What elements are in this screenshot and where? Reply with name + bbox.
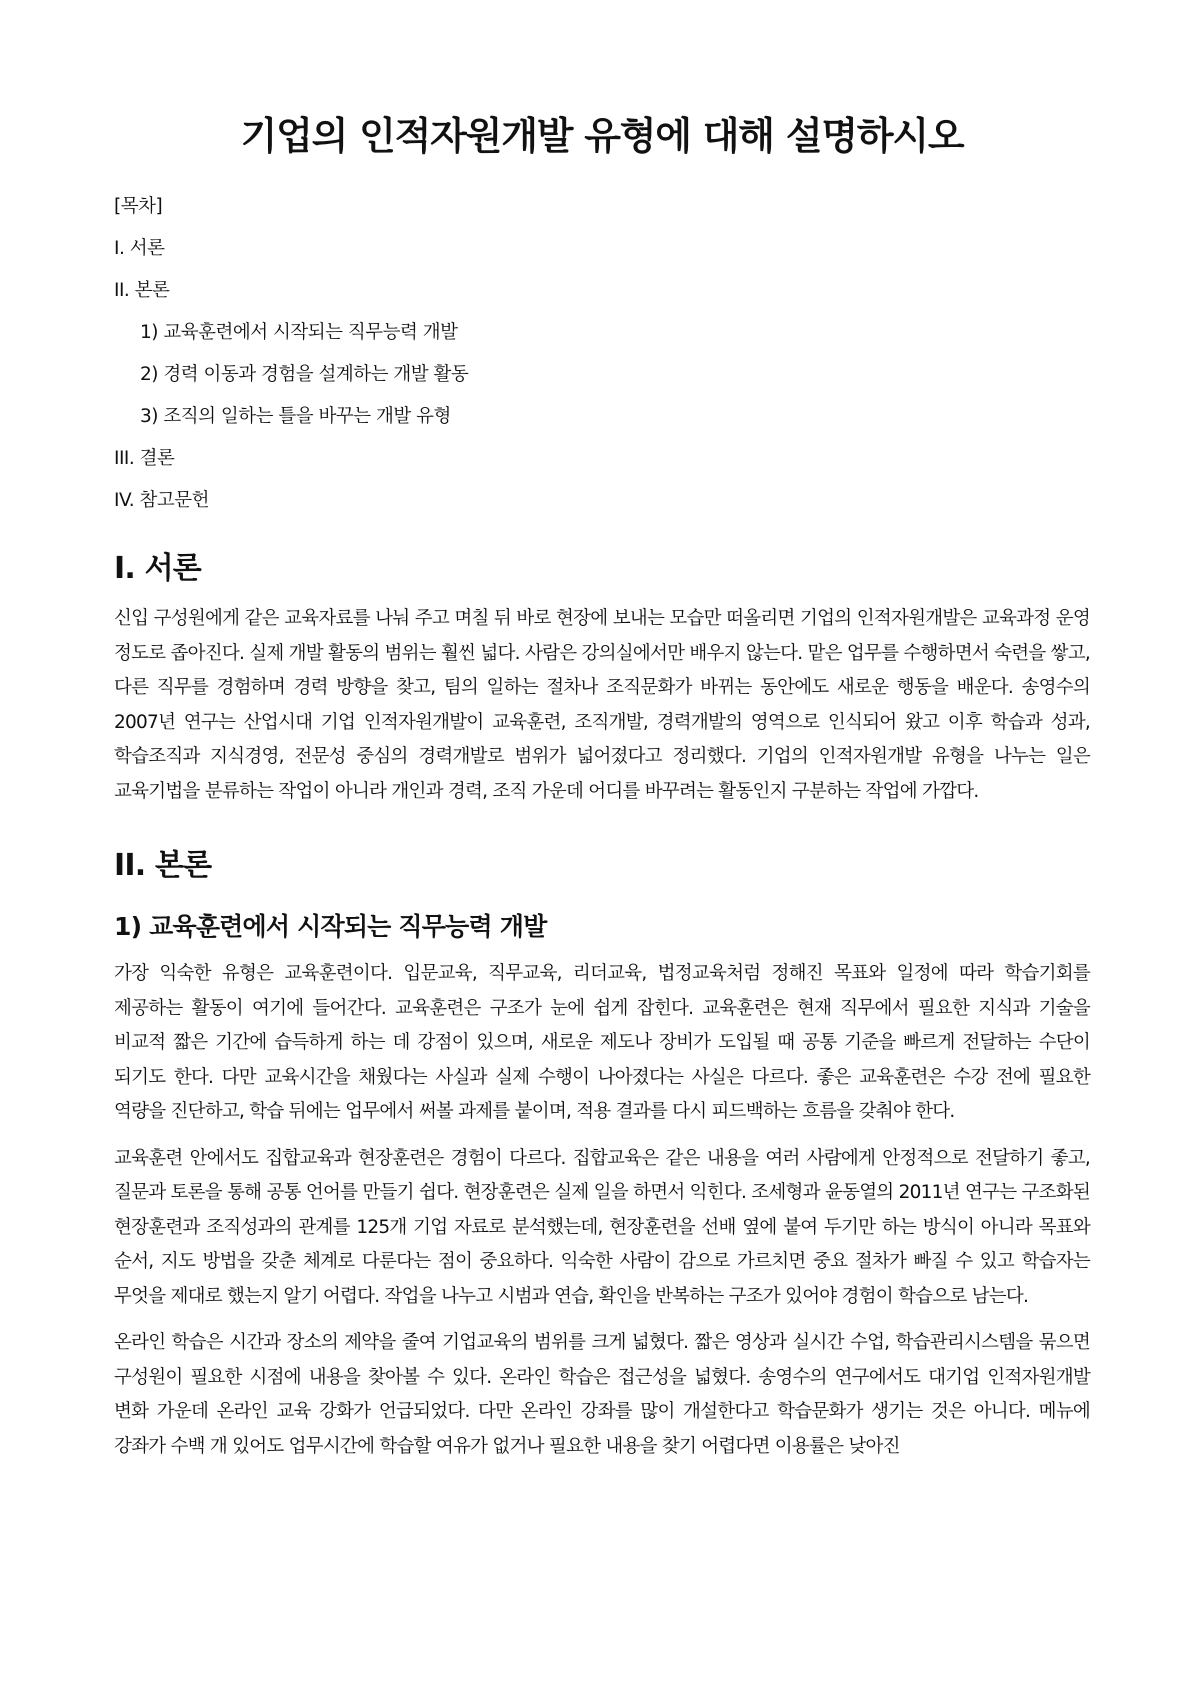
- toc-subitem: 3) 조직의 일하는 틀을 바꾸는 개발 유형: [140, 406, 451, 427]
- toc-item: II. 본론: [114, 280, 170, 301]
- toc-item: IV. 참고문헌: [114, 490, 209, 511]
- body-paragraph: 온라인 학습은 시간과 장소의 제약을 줄여 기업교육의 범위를 크게 넓혔다. 짧은 영상과 실시간 수업, 학습관리시스템을 묶으면 구성원이 필요한 시점에 내용을 찾아볼 수 있다. 온라인 학습은 접근성을 넓혔다. 송영수의 연구에서도 대기업 인적자원개발 변화 가운데 온라인 교육 강화가 언급되었다. 다만 온라인 강좌를 많이 개설한다고 학습문화가 생기는 것은 아니다. 메뉴에 강좌가 수백 개 있어도 업무시간에 학습할 여유가 없거나 필요한 내용을 찾기 어렵다면 이용률은 낮아진: [114, 1332, 1090, 1457]
- toc-item: III. 결론: [114, 448, 175, 469]
- toc-heading: [목차]: [114, 196, 163, 217]
- toc-item: I. 서론: [114, 238, 165, 259]
- body-paragraph: 가장 익숙한 유형은 교육훈련이다. 입문교육, 직무교육, 리더교육, 법정교육처럼 정해진 목표와 일정에 따라 학습기회를 제공하는 활동이 여기에 들어간다. 교육훈련은 구조가 눈에 쉽게 잡힌다. 교육훈련은 현재 직무에서 필요한 지식과 기술을 비교적 짧은 기간에 습득하게 하는 데 강점이 있으며, 새로운 제도나 장비가 도입될 때 공통 기준을 빠르게 전달하는 수단이 되기도 한다. 다만 교육시간을 채웠다는 사실과 실제 수행이 나아졌다는 사실은 다르다. 좋은 교육훈련은 수강 전에 필요한 역량을 진단하고, 학습 뒤에는 업무에서 써볼 과제를 붙이며, 적용 결과를 다시 피드백하는 흐름을 갖춰야 한다.: [114, 963, 1090, 1122]
- toc-subitem: 2) 경력 이동과 경험을 설계하는 개발 활동: [140, 364, 469, 385]
- toc-subitem: 1) 교육훈련에서 시작되는 직무능력 개발: [140, 322, 458, 343]
- section-heading-body: II. 본론: [114, 848, 212, 883]
- document-title: 기업의 인적자원개발 유형에 대해 설명하시오: [240, 114, 964, 158]
- body-paragraph: 교육훈련 안에서도 집합교육과 현장훈련은 경험이 다르다. 집합교육은 같은 내용을 여러 사람에게 안정적으로 전달하기 좋고, 질문과 토론을 통해 공통 언어를 만들기 쉽다. 현장훈련은 실제 일을 하면서 익힌다. 조세형과 윤동열의 2011년 연구는 구조화된 현장훈련과 조직성과의 관계를 125개 기업 자료로 분석했는데, 현장훈련을 선배 옆에 붙여 두기만 하는 방식이 아니라 목표와 순서, 지도 방법을 갖춘 체계로 다룬다는 점이 중요하다. 익숙한 사람이 감으로 가르치면 중요 절차가 빠질 수 있고 학습자는 무엇을 제대로 했는지 알기 어렵다. 작업을 나누고 시범과 연습, 확인을 반복하는 구조가 있어야 경험이 학습으로 남는다.: [114, 1147, 1090, 1307]
- table-of-contents: [114, 186, 1090, 522]
- intro-paragraph: 신입 구성원에게 같은 교육자료를 나눠 주고 며칠 뒤 바로 현장에 보내는 모습만 떠올리면 기업의 인적자원개발은 교육과정 운영 정도로 좁아진다. 실제 개발 활동의 범위는 훨씬 넓다. 사람은 강의실에서만 배우지 않는다. 맡은 업무를 수행하면서 숙련을 쌓고, 다른 직무를 경험하며 경력 방향을 찾고, 팀의 일하는 절차나 조직문화가 바뀌는 동안에도 새로운 행동을 배운다. 송영수의 2007년 연구는 산업시대 기업 인적자원개발이 교육훈련, 조직개발, 경력개발의 영역으로 인식되어 왔고 이후 학습과 성과, 학습조직과 지식경영, 전문성 중심의 경력개발로 범위가 넓어졌다고 정리했다. 기업의 인적자원개발 유형을 나누는 일은 교육기법을 분류하는 작업이 아니라 개인과 경력, 조직 가운데 어디를 바꾸려는 활동인지 구분하는 작업에 가깝다.: [114, 608, 1090, 802]
- section-spacer: [114, 821, 1090, 839]
- section-heading-intro: I. 서론: [114, 551, 201, 586]
- subsection-heading: 1) 교육훈련에서 시작되는 직무능력 개발: [114, 912, 547, 941]
